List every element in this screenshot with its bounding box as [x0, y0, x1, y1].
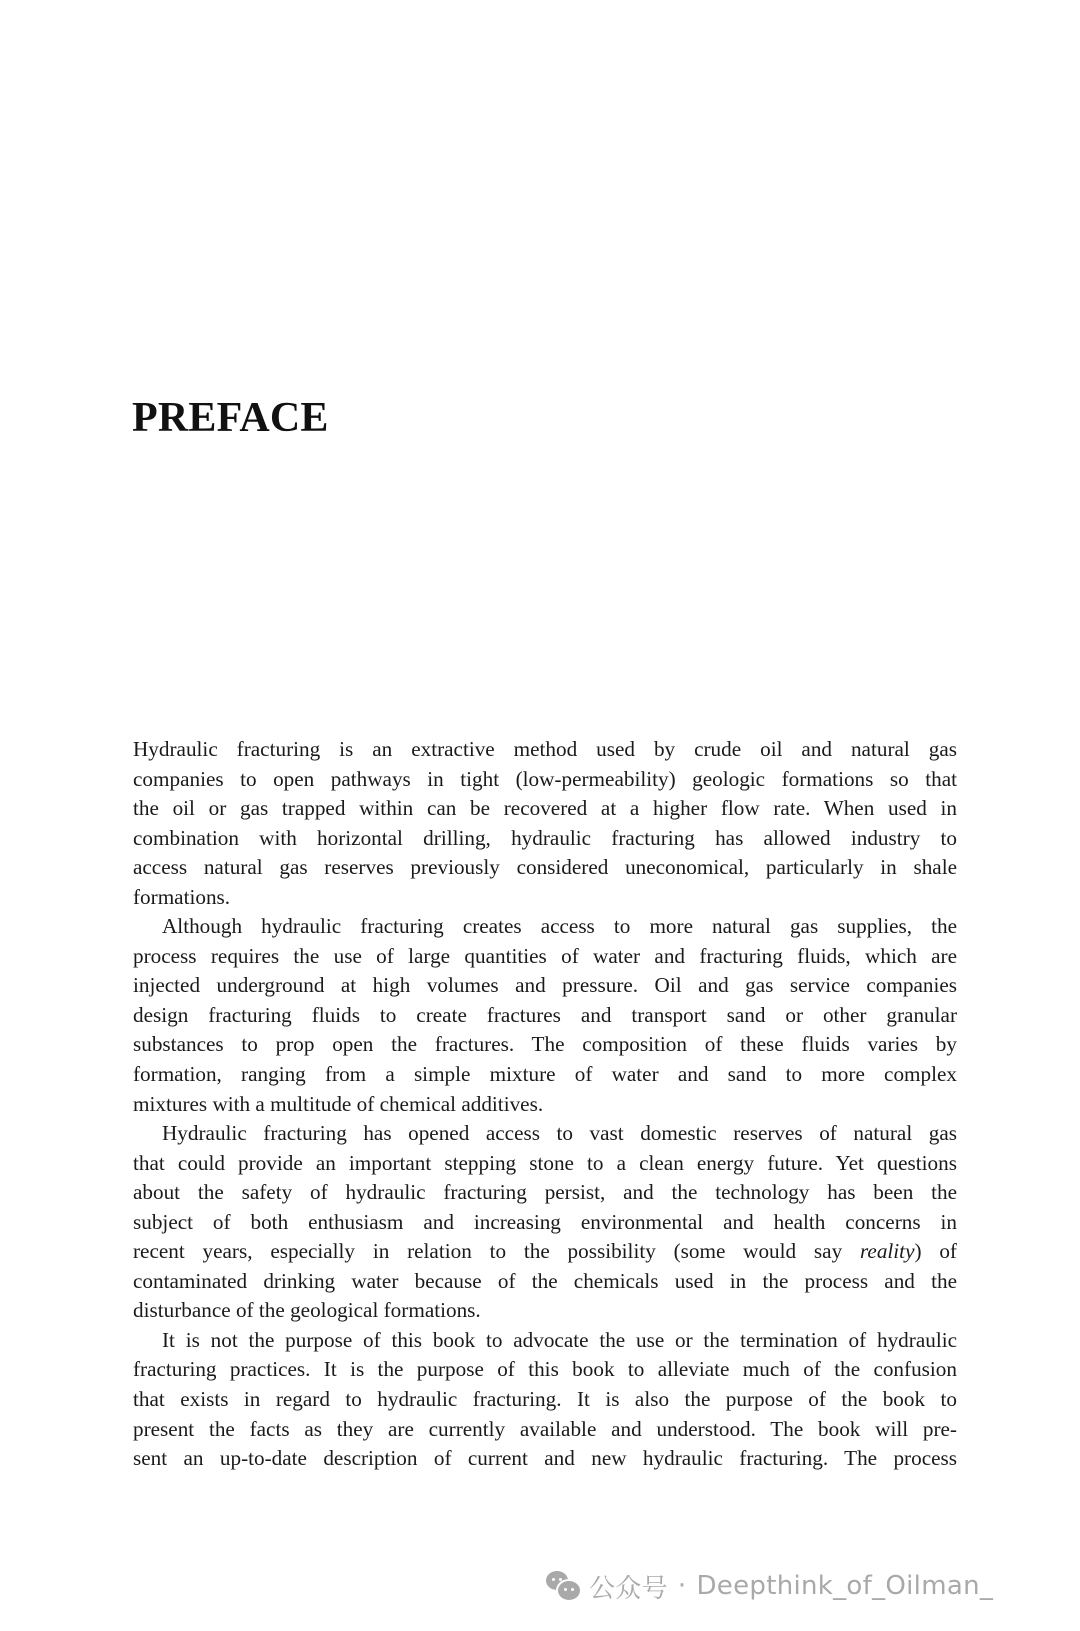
text-line: design fracturing fluids to create fractures and transport sand or other granular [133, 1002, 957, 1027]
text-line: process requires the use of large quantities of water and fracturing fluids, which are [133, 943, 957, 968]
text-line: fracturing practices. It is the purpose of this book to alleviate much of the confusion [133, 1357, 957, 1382]
text-line: sent an up-to-date description of current and new hydraulic fracturing. The process [133, 1446, 957, 1471]
text-line: formations. [133, 884, 231, 909]
text-line: subject of both enthusiasm and increasing environmental and health concerns in [133, 1209, 957, 1234]
text-line: Hydraulic fracturing has opened access to vast domestic reserves of natural gas [162, 1121, 957, 1146]
watermark-separator: · [677, 1571, 687, 1601]
text-line: formation, ranging from a simple mixture of water and sand to more complex [133, 1062, 957, 1087]
text-line: about the safety of hydraulic fracturing persist, and the technology has been the [133, 1180, 957, 1205]
paragraph [133, 912, 957, 1119]
text-line: Although hydraulic fracturing creates access to more natural gas supplies, the [162, 914, 957, 939]
text-line: the oil or gas trapped within can be recovered at a higher flow rate. When used in [133, 796, 957, 821]
preface-body [133, 735, 957, 1474]
watermark-label: 公众号 [589, 1573, 668, 1604]
paragraph [133, 1326, 957, 1474]
watermark [545, 1566, 993, 1606]
text-line: It is not the purpose of this book to advocate the use or the termination of hydraulic [162, 1327, 957, 1352]
text-line: combination with horizontal drilling, hydraulic fracturing has allowed industry to [133, 825, 957, 850]
text-line: disturbance of the geological formations. [133, 1298, 481, 1323]
text-line: mixtures with a multitude of chemical additives. [133, 1091, 544, 1116]
paragraph [133, 1119, 957, 1326]
text-line: access natural gas reserves previously considered uneconomical, particularly in shale [133, 855, 957, 880]
text-line: companies to open pathways in tight (low-permeability) geologic formations so that [133, 766, 957, 791]
text-line: recent years, especially in relation to the possibility (some would say reality) of [133, 1239, 957, 1264]
wechat-icon [545, 1569, 581, 1603]
text-line: contaminated drinking water because of the chemicals used in the process and the [133, 1268, 957, 1293]
text-line: that exists in regard to hydraulic fracturing. It is also the purpose of the book to [133, 1387, 957, 1412]
chapter-title: PREFACE [132, 395, 329, 441]
emphasis: reality [859, 1239, 915, 1264]
text-line: that could provide an important stepping stone to a clean energy future. Yet questions [133, 1150, 957, 1175]
text-line: Hydraulic fracturing is an extractive method used by crude oil and natural gas [133, 737, 957, 761]
text-line: present the facts as they are currently available and understood. The book will pre- [133, 1416, 957, 1441]
watermark-account: Deepthink_of_Oilman_ [696, 1571, 994, 1601]
paragraph [133, 735, 957, 912]
text-line: injected underground at high volumes and pressure. Oil and gas service companies [133, 973, 957, 998]
text-line: substances to prop open the fractures. The composition of these fluids varies by [133, 1032, 957, 1057]
